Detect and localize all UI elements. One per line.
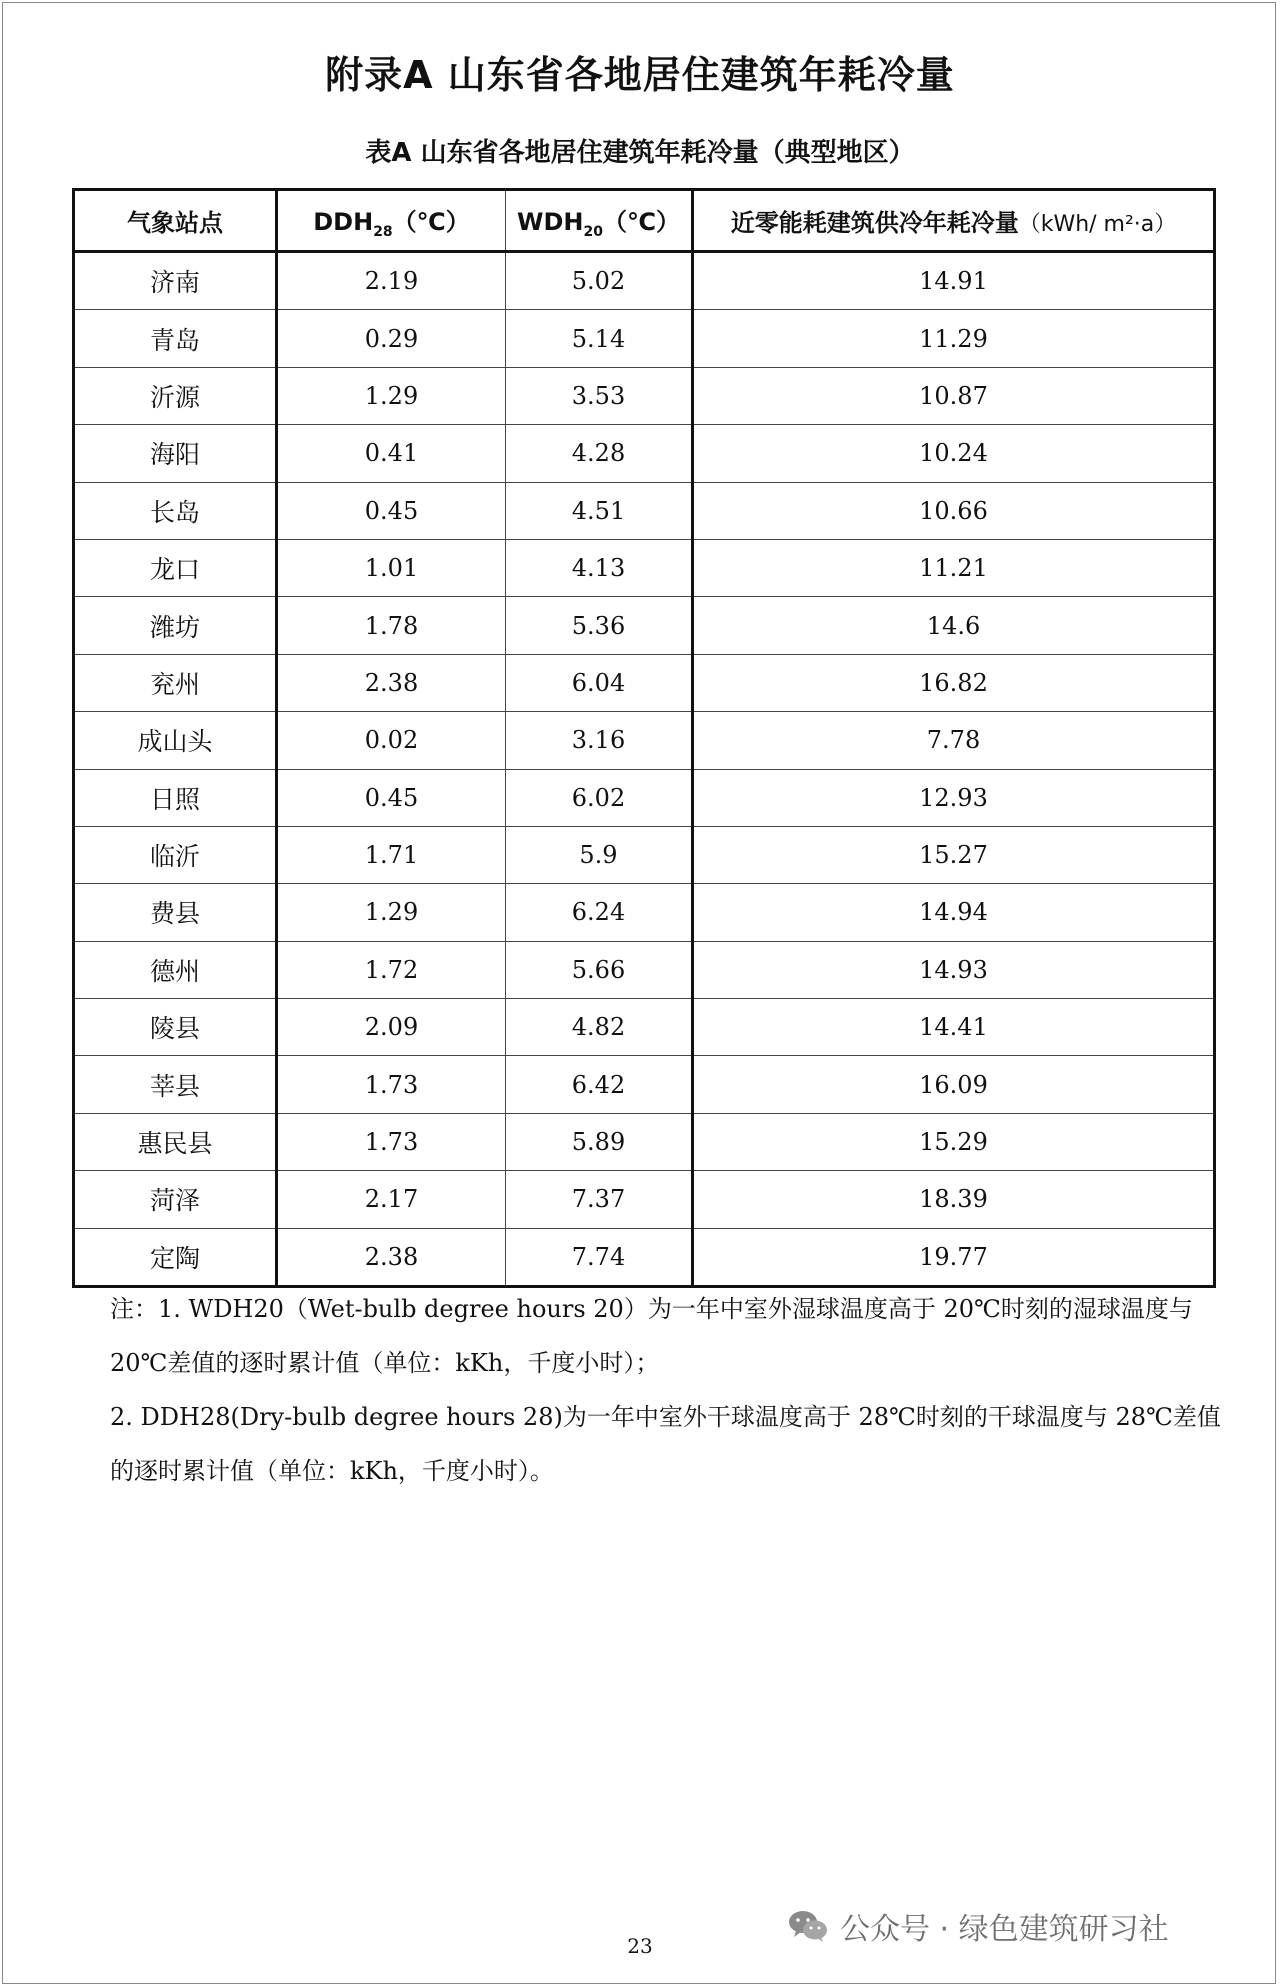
table-row [74,654,1215,711]
cell-ddh: 1.73 [277,1113,506,1170]
cell-cooling: 14.6 [693,597,1215,654]
cell-station: 定陶 [74,1228,277,1286]
cell-ddh: 2.17 [277,1171,506,1228]
cell-station: 济南 [74,252,277,310]
page-number: 23 [627,1934,653,1958]
cell-cooling: 18.39 [693,1171,1215,1228]
cell-station: 沂源 [74,367,277,424]
page-title: 附录A 山东省各地居住建筑年耗冷量 [325,53,955,97]
table-row [74,252,1215,310]
header-cooling [693,190,1215,252]
cell-cooling: 14.93 [693,941,1215,998]
cell-cooling: 11.21 [693,539,1215,596]
table-row [74,884,1215,941]
note-1-text: 注：1. WDH20（Wet-bulb degree hours 20）为一年中室外湿球温度高于 20℃时刻的湿球温度与 20℃差值的逐时累计值（单位：kKh，千度小时）； [110,1295,1193,1377]
cell-wdh: 4.13 [506,539,693,596]
note-2-text: 2. DDH28(Dry-bulb degree hours 28)为一年中室外干球温度高于 28℃时刻的干球温度与 28℃差值的逐时累计值（单位：kKh，千度小时）。 [110,1403,1221,1485]
cell-cooling: 7.78 [693,712,1215,769]
table-row [74,1228,1215,1286]
cell-ddh: 1.29 [277,884,506,941]
cell-cooling: 15.27 [693,826,1215,883]
header-wdh-unit: （℃） [602,207,681,236]
cell-cooling: 10.87 [693,367,1215,424]
cell-ddh: 0.45 [277,769,506,826]
cell-station: 成山头 [74,712,277,769]
table-caption: 表A 山东省各地居住建筑年耗冷量（典型地区） [365,138,915,168]
cell-wdh: 6.42 [506,1056,693,1113]
table-row [74,712,1215,769]
cell-wdh: 5.02 [506,252,693,310]
cell-cooling: 14.91 [693,252,1215,310]
header-station: 气象站点 [74,190,277,252]
table-row [74,1056,1215,1113]
table-row [74,1171,1215,1228]
cell-station: 临沂 [74,826,277,883]
cell-station: 惠民县 [74,1113,277,1170]
header-wdh-sub: 20 [583,223,603,240]
header-ddh-main: DDH [313,207,374,236]
cell-ddh: 1.73 [277,1056,506,1113]
cell-station: 潍坊 [74,597,277,654]
cell-wdh: 5.36 [506,597,693,654]
table-row [74,769,1215,826]
cell-ddh: 1.72 [277,941,506,998]
table-row [74,826,1215,883]
table-row [74,482,1215,539]
cell-wdh: 3.53 [506,367,693,424]
header-ddh-unit: （℃） [392,207,470,236]
cell-wdh: 7.37 [506,1171,693,1228]
table-row [74,597,1215,654]
note-1 [54,1282,1234,1390]
table-row [74,539,1215,596]
table-row [74,367,1215,424]
cell-wdh: 5.9 [506,826,693,883]
cell-station: 莘县 [74,1056,277,1113]
cell-station: 德州 [74,941,277,998]
cell-station: 日照 [74,769,277,826]
cell-cooling: 16.09 [693,1056,1215,1113]
cell-station: 长岛 [74,482,277,539]
cell-wdh: 4.28 [506,425,693,482]
watermark [788,1904,1169,1948]
cell-cooling: 10.24 [693,425,1215,482]
cell-wdh: 6.02 [506,769,693,826]
cell-wdh: 4.82 [506,999,693,1056]
note-2 [54,1390,1234,1498]
cell-cooling: 12.93 [693,769,1215,826]
cell-cooling: 14.41 [693,999,1215,1056]
cell-ddh: 1.71 [277,826,506,883]
header-cooling-main: 近零能耗建筑供冷年耗冷量 [730,209,1019,237]
cell-ddh: 1.78 [277,597,506,654]
cell-ddh: 2.09 [277,999,506,1056]
cell-station: 龙口 [74,539,277,596]
cell-ddh: 2.19 [277,252,506,310]
cell-wdh: 6.24 [506,884,693,941]
table-row [74,999,1215,1056]
cell-wdh: 5.66 [506,941,693,998]
table-row [74,1113,1215,1170]
cooling-load-table [72,188,1216,1288]
cell-wdh: 7.74 [506,1228,693,1286]
cell-ddh: 1.29 [277,367,506,424]
cell-cooling: 10.66 [693,482,1215,539]
table-row [74,941,1215,998]
cell-station: 兖州 [74,654,277,711]
watermark-text: 公众号 · 绿色建筑研习社 [840,1912,1169,1947]
cell-wdh: 3.16 [506,712,693,769]
cell-ddh: 0.29 [277,310,506,367]
cell-wdh: 5.14 [506,310,693,367]
cell-wdh: 5.89 [506,1113,693,1170]
table-body [74,252,1215,1287]
cell-station: 陵县 [74,999,277,1056]
cell-ddh: 1.01 [277,539,506,596]
wechat-icon [788,1909,828,1943]
cell-station: 菏泽 [74,1171,277,1228]
cell-station: 青岛 [74,310,277,367]
cell-ddh: 2.38 [277,654,506,711]
table-row [74,310,1215,367]
cell-cooling: 19.77 [693,1228,1215,1286]
header-cooling-unit: （kWh/ m²·a） [1018,212,1177,237]
table-row [74,425,1215,482]
cell-ddh: 0.45 [277,482,506,539]
cell-cooling: 16.82 [693,654,1215,711]
cell-station: 海阳 [74,425,277,482]
cell-wdh: 6.04 [506,654,693,711]
header-ddh-sub: 28 [373,223,393,240]
cell-wdh: 4.51 [506,482,693,539]
cell-cooling: 15.29 [693,1113,1215,1170]
header-ddh [277,190,506,252]
table-header-row [74,190,1215,252]
cell-ddh: 2.38 [277,1228,506,1286]
cell-cooling: 11.29 [693,310,1215,367]
cell-ddh: 0.02 [277,712,506,769]
header-wdh-main: WDH [516,207,584,236]
cell-ddh: 0.41 [277,425,506,482]
header-wdh [506,190,693,252]
cell-cooling: 14.94 [693,884,1215,941]
cell-station: 费县 [74,884,277,941]
